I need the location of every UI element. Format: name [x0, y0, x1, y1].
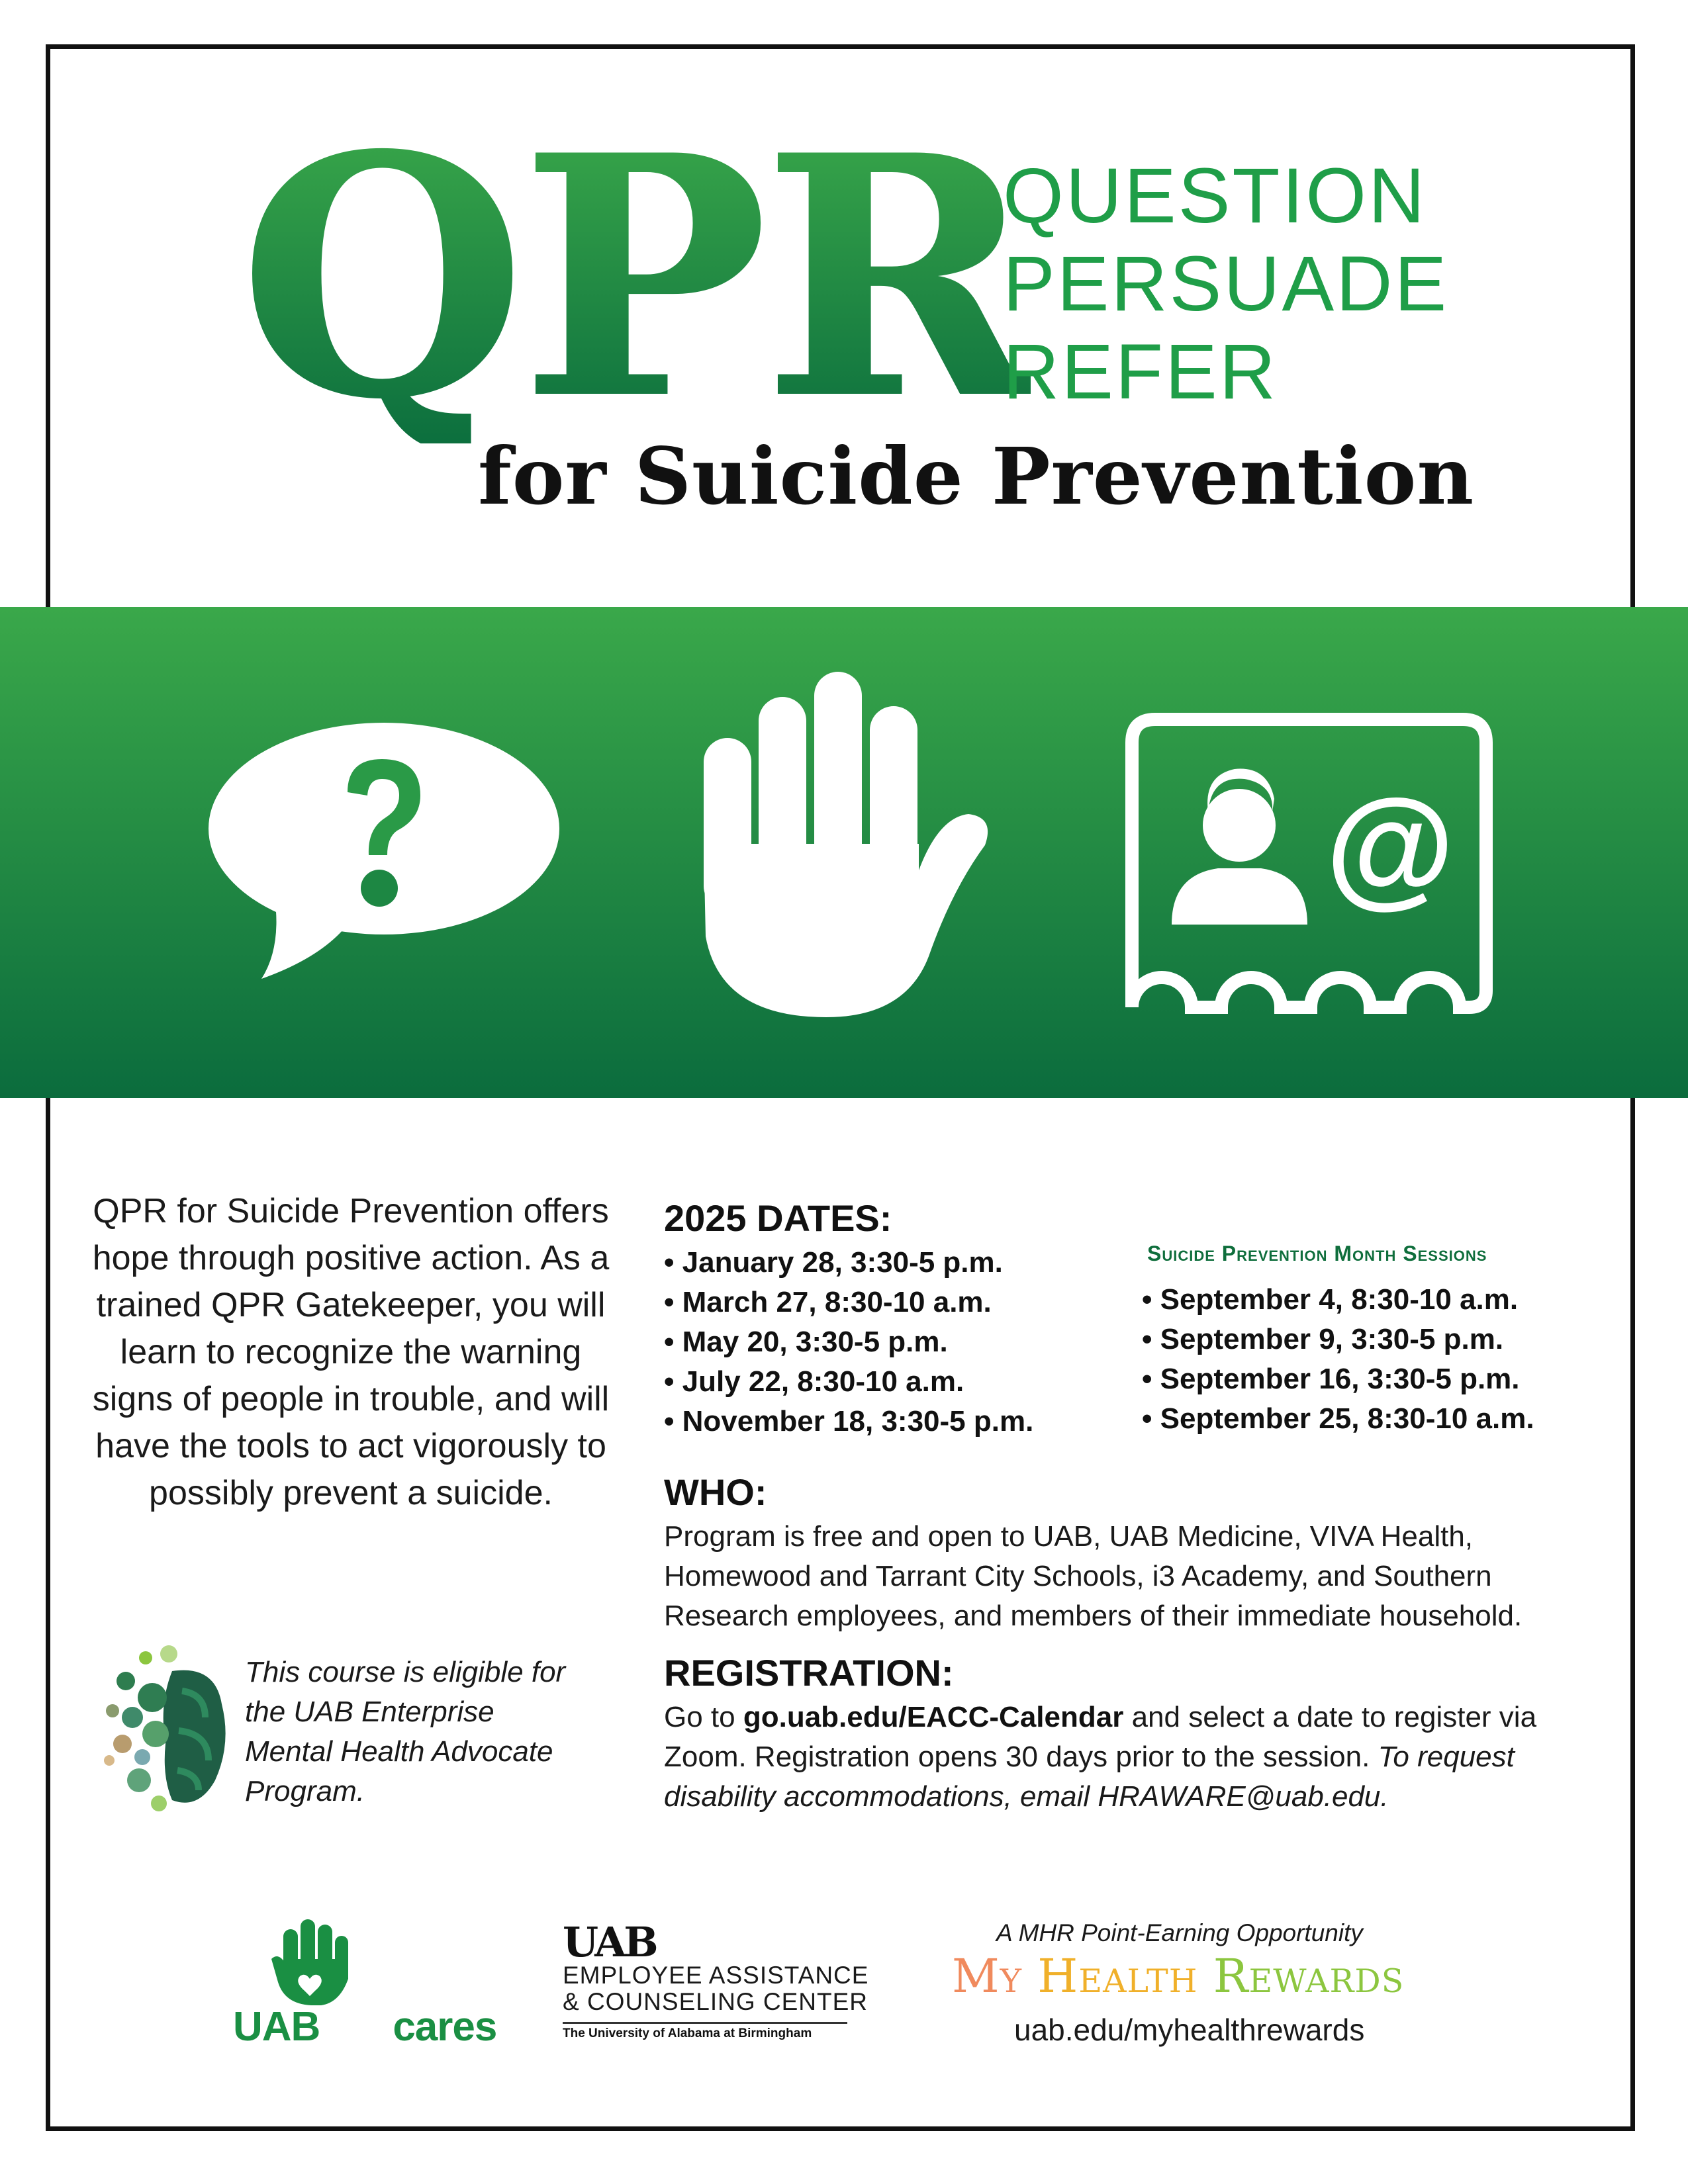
- uab-logo: UAB: [563, 1918, 656, 1966]
- question-speech-bubble-icon: [195, 719, 563, 981]
- registration-pre: Go to: [664, 1701, 743, 1733]
- who-text: Program is free and open to UAB, UAB Medicine, VIVA Health, Homewood and Tarrant City Schools, i3 Academy, and Southern Research employees, and members of their immediate household.: [664, 1520, 1523, 1632]
- registration-link[interactable]: go.uab.edu/EACC-Calendar: [743, 1701, 1124, 1733]
- page-subtitle: for Suicide Prevention: [478, 430, 1475, 522]
- date-item: • September 4, 8:30-10 a.m.: [1142, 1280, 1534, 1320]
- registration-text: [664, 1698, 1604, 1817]
- registration-post: and select a date to register via Zoom. Registration opens 30 days prior to the session.: [664, 1701, 1537, 1773]
- word-question: QUESTION: [1003, 152, 1427, 240]
- disability-accommodations: To request disability accommodations, email HRAWARE@uab.edu.: [664, 1741, 1515, 1813]
- my-health-rewards-logo: My Health Rewards: [952, 1949, 1405, 2003]
- icon-band: [0, 607, 1688, 1098]
- date-item: • November 18, 3:30-5 p.m.: [664, 1402, 1033, 1441]
- dates-list: [664, 1243, 1033, 1441]
- eacc-line1: EMPLOYEE ASSISTANCE: [563, 1962, 869, 1989]
- date-item: • September 25, 8:30-10 a.m.: [1142, 1399, 1534, 1439]
- word-refer: REFER: [1003, 328, 1278, 416]
- date-item: • January 28, 3:30-5 p.m.: [664, 1243, 1033, 1283]
- intro-paragraph: QPR for Suicide Prevention offers hope through positive action. As a trained QPR Gatekeeper, you will learn to recognize the warning signs of people in trouble, and will have the tools to act vigorously to possibly prevent a suicide.: [92, 1192, 610, 1512]
- cares-word: cares: [393, 2004, 497, 2050]
- date-item: • September 16, 3:30-5 p.m.: [1142, 1359, 1534, 1399]
- cares-uab: UAB: [233, 2004, 320, 2050]
- eacc-line2: & COUNSELING CENTER: [563, 1988, 868, 2015]
- dates-heading: 2025 DATES:: [664, 1197, 892, 1239]
- registration-heading: REGISTRATION:: [664, 1652, 954, 1694]
- word-persuade: PERSUADE: [1003, 240, 1449, 328]
- eacc-name: [563, 1962, 868, 2015]
- svg-text:@: @: [1325, 772, 1455, 920]
- mhr-tagline: A MHR Point-Earning Opportunity: [996, 1919, 1363, 1946]
- mental-health-advocate-logo: [99, 1645, 238, 1817]
- qpr-acronym: QPR: [238, 83, 1031, 472]
- uab-cares-wordmark: [233, 2003, 496, 2050]
- date-item: • March 27, 8:30-10 a.m.: [664, 1283, 1033, 1322]
- eacc-divider: [563, 2022, 847, 2024]
- qpr-words: [1003, 152, 1448, 416]
- date-item: • May 20, 3:30-5 p.m.: [664, 1322, 1033, 1362]
- raised-hand-icon: [700, 672, 995, 1019]
- uab-cares-hand-icon: [232, 1919, 391, 2005]
- who-heading: WHO:: [664, 1471, 767, 1513]
- september-dates-list: [1142, 1280, 1534, 1439]
- date-item: • September 9, 3:30-5 p.m.: [1142, 1320, 1534, 1359]
- eligibility-note: This course is eligible for the UAB Enterprise Mental Health Advocate Program.: [245, 1656, 566, 1807]
- eacc-university: The University of Alabama at Birmingham: [563, 2026, 812, 2040]
- prevention-month-heading: Suicide Prevention Month Sessions: [1147, 1242, 1487, 1265]
- mhr-url[interactable]: uab.edu/myhealthrewards: [1014, 2013, 1365, 2047]
- date-item: • July 22, 8:30-10 a.m.: [664, 1362, 1033, 1402]
- contact-card-icon: [1125, 713, 1493, 1014]
